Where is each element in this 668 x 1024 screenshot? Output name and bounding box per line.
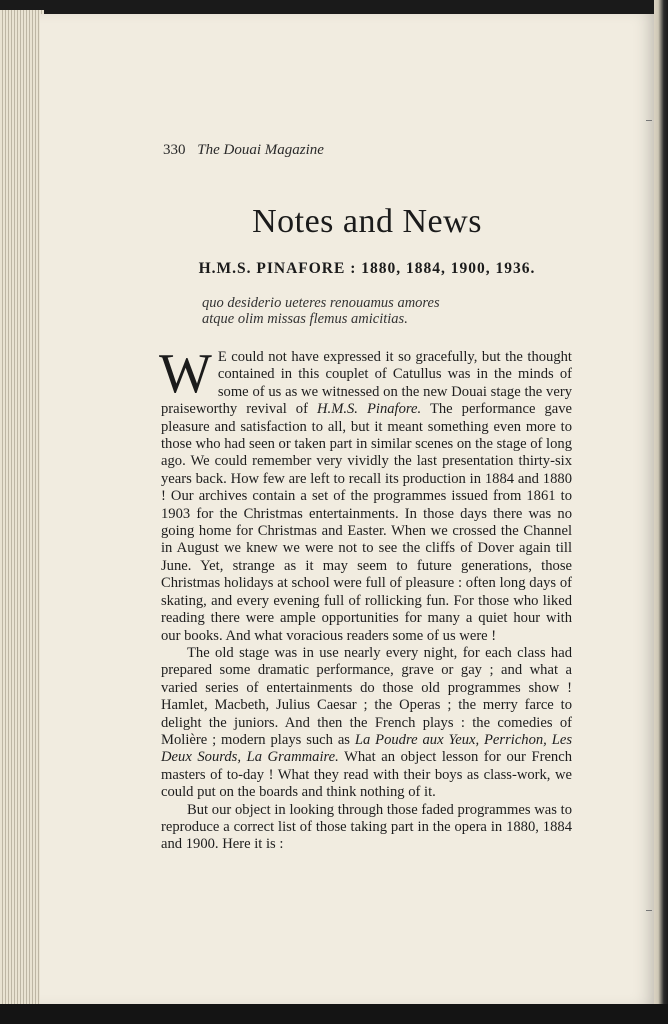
paragraph-1 [159, 343, 573, 645]
page-stack-edge [0, 10, 44, 1004]
magazine-title: The Douai Magazine [197, 142, 324, 158]
scan-top-edge [0, 0, 668, 12]
epigraph-line-2: atque olim missas flemus amicitias. [202, 311, 408, 327]
epigraph-line-1: quo desiderio ueteres renouamus amores [202, 295, 440, 311]
paragraph-2-text-b: What an object lesson for our French masters of to-day ! What they read with their boys as class-work, we could put on the boards and think nothing of it. [161, 749, 573, 801]
page-number: 330 [163, 142, 186, 158]
margin-mark [646, 910, 652, 911]
drop-cap: W [159, 343, 212, 405]
paragraph-2-text-a: The old stage was in use nearly every night, for each class had prepared some dramatic performance, grave or gay ; and what a varied series of entertainments do those old programmes show ! Hamlet, Macbeth, Julius Caesar ; the Operas ; the merry farce to delight the juniors. And then the French plays : the comedies of Molière ; modern plays such as [161, 644, 572, 748]
paragraph-1-italic-a: H.M.S. Pinafore. [317, 401, 422, 418]
paragraph-3: But our object in looking through those faded programmes was to reproduce a correct list of those taking part in the opera in 1880, 1884 and 1900. Here it is : [161, 801, 572, 853]
scan-bottom-edge [0, 1004, 668, 1024]
epigraph [202, 295, 440, 327]
paragraph-2 [161, 645, 572, 802]
paragraph-2-italic-a: La Poudre aux Yeux, Perrichon, Les Deux Sourds, La Grammaire. [161, 731, 572, 766]
article-body [159, 343, 573, 854]
paragraph-1-text-a: E could not have expressed it so gracefully, but the thought contained in this couplet of Catullus was in the minds of some of us as we witnessed on the new Douai stage the very praiseworthy revival of [161, 349, 572, 418]
running-head [163, 142, 324, 159]
paragraph-1-text-b: The performance gave pleasure and satisfaction to all, but it meant something even more to those who had seen or taken part in similar scenes on the stage of long ago. We could remember very vividly the last presentation thirty-six years back. How few are left to recall its production in 1884 and 1880 ! Our archives contain a set of the programmes issued from 1861 to 1903 for the Christmas entertainments. In those days there was no going home for Christmas and Easter. When we crossed the Channel in August we knew we were not to see the cliffs of Dover again till June. Yet, strange as it may seem to future generations, those Christmas holidays at school were full of pleasure : often long days of skating, and every evening full of rollicking fun. For those who liked reading there were ample opportunities for many a quiet hour with our books. And what voracious readers some of us were ! [161, 401, 573, 644]
page-title: Notes and News [252, 203, 482, 240]
article-subtitle: H.M.S. PINAFORE : 1880, 1884, 1900, 1936. [198, 260, 536, 277]
book-binding [654, 0, 668, 1024]
margin-mark [646, 120, 652, 121]
